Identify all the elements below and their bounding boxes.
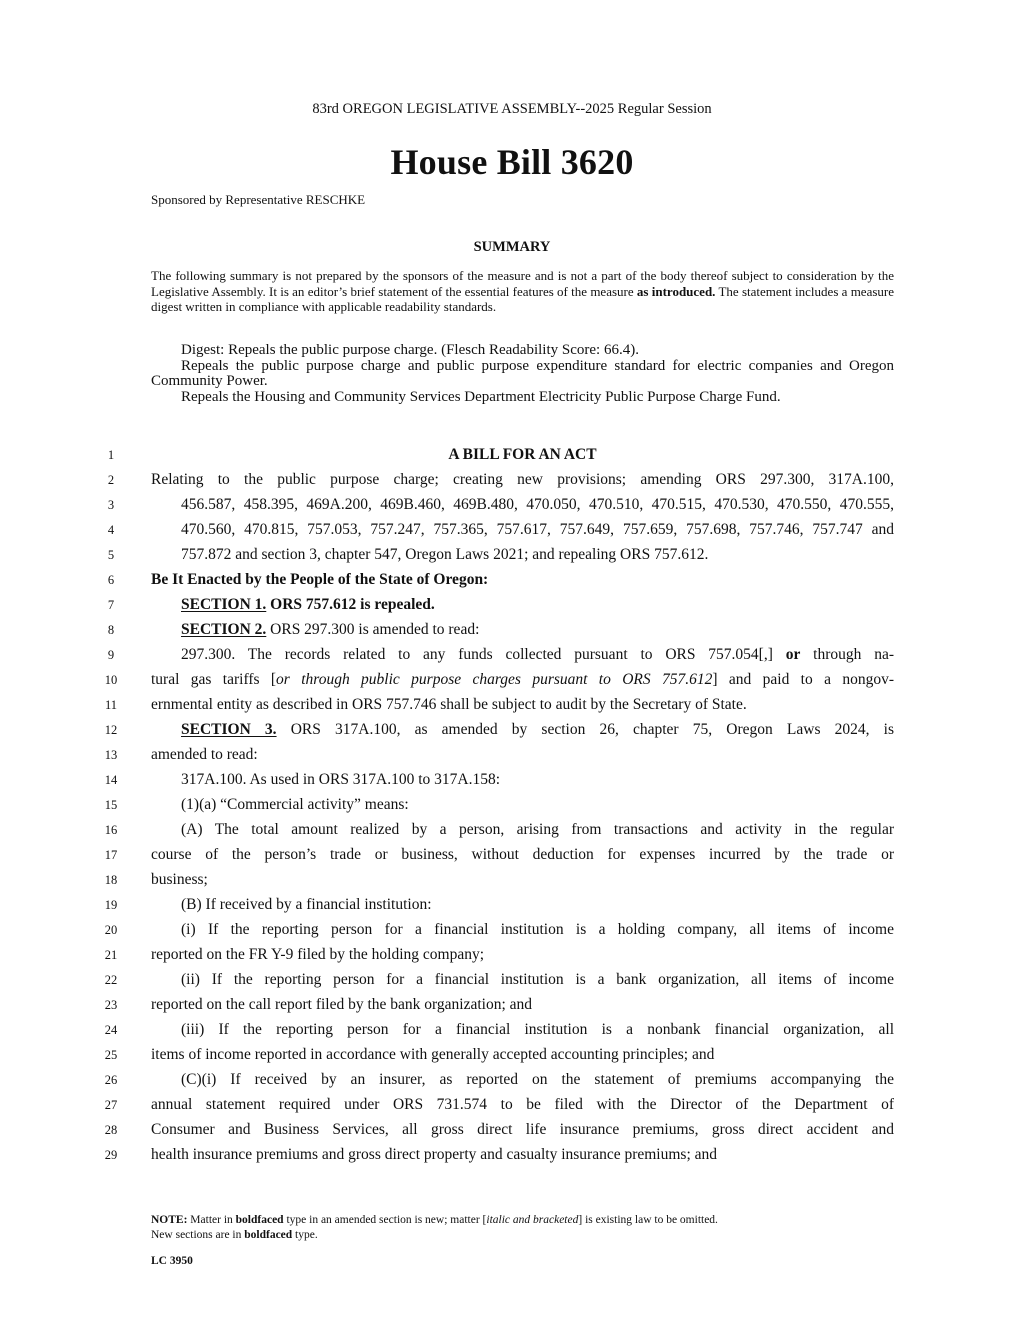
line-number: 20 — [104, 923, 118, 937]
summary-intro-text-1: The following summary is not prepared by the sponsors of the measure and is not a part of the body thereof subject to consideration by the Legislative Assembly. It is an editor’s brief statement of the essential features of the measure — [151, 268, 894, 299]
line-text: (iii) If the reporting person for a financial institution is a nonbank financial organization, all — [181, 1021, 894, 1038]
line-number: 23 — [104, 998, 118, 1012]
line-text: amended to read: — [151, 746, 258, 763]
text-run: through na- — [800, 646, 894, 663]
bill-line — [0, 868, 1024, 893]
bill-line — [0, 943, 1024, 968]
summary-intro — [151, 268, 894, 315]
line-number: 17 — [104, 848, 118, 862]
digest-paragraph: Repeals the Housing and Community Services Department Electricity Public Purpose Charge Fund. — [181, 388, 781, 405]
bill-line — [0, 1143, 1024, 1168]
note-text: type in an amended section is new; matter [ — [283, 1214, 487, 1226]
bill-line — [0, 1043, 1024, 1068]
line-number: 8 — [107, 623, 115, 637]
bill-line — [0, 493, 1024, 518]
bill-line — [0, 743, 1024, 768]
bill-line — [0, 843, 1024, 868]
assembly-session-header: 83rd OREGON LEGISLATIVE ASSEMBLY--2025 Regular Session — [312, 101, 712, 117]
bill-line — [0, 993, 1024, 1018]
bill-line — [0, 768, 1024, 793]
bill-line — [0, 468, 1024, 493]
line-text: 757.872 and section 3, chapter 547, Oregon Laws 2021; and repealing ORS 757.612. — [181, 546, 709, 563]
summary-intro-text-2: The statement includes a measure digest written in compliance with applicable readability standards. — [151, 283, 895, 314]
bill-act-heading: A BILL FOR AN ACT — [448, 446, 597, 463]
line-number: 19 — [104, 898, 118, 912]
digest — [151, 343, 894, 405]
note-italic: italic and bracketed — [486, 1214, 579, 1226]
omitted-matter: or through public purpose charges pursuant to ORS 757.612 — [276, 671, 713, 688]
line-number: 28 — [104, 1123, 118, 1137]
line-text: (B) If received by a financial institution: — [181, 896, 432, 913]
bill-line — [0, 618, 1024, 643]
line-number: 7 — [107, 598, 115, 612]
text-run: ] and paid to a nongov- — [712, 671, 894, 688]
line-number: 27 — [104, 1098, 118, 1112]
line-text: (1)(a) “Commercial activity” means: — [181, 796, 409, 813]
footer-note — [151, 1213, 894, 1243]
line-text: business; — [151, 871, 208, 888]
new-matter: or — [785, 646, 801, 663]
line-text — [151, 720, 894, 740]
line-number: 13 — [104, 748, 118, 762]
bill-line — [0, 518, 1024, 543]
text-run: tural gas tariffs [ — [151, 671, 277, 688]
bill-line — [0, 718, 1024, 743]
line-number: 11 — [104, 698, 118, 712]
line-text: items of income reported in accordance with generally accepted accounting principles; and — [151, 1046, 715, 1063]
line-text: Relating to the public purpose charge; creating new provisions; amending ORS 297.300, 317A.100, — [151, 471, 894, 488]
line-number: 22 — [104, 973, 118, 987]
line-text: reported on the call report filed by the bank organization; and — [151, 996, 533, 1013]
line-text: annual statement required under ORS 731.574 to be filed with the Director of the Department of — [151, 1096, 894, 1113]
line-number: 21 — [104, 948, 118, 962]
note-label: NOTE: — [151, 1214, 188, 1226]
section-text: ORS 317A.100, as amended by section 26, chapter 75, Oregon Laws 2024, is — [276, 721, 894, 738]
line-text: (ii) If the reporting person for a financial institution is a bank organization, all items of income — [181, 971, 894, 988]
line-number: 24 — [104, 1023, 118, 1037]
line-number: 15 — [104, 798, 118, 812]
line-number: 16 — [104, 823, 118, 837]
bill-line — [0, 668, 1024, 693]
note-bold: boldfaced — [244, 1229, 293, 1241]
line-text: (C)(i) If received by an insurer, as reported on the statement of premiums accompanying the — [181, 1071, 894, 1088]
line-number: 10 — [104, 673, 118, 687]
bill-title: House Bill 3620 — [390, 142, 634, 182]
line-number: 14 — [104, 773, 118, 787]
bill-line — [0, 568, 1024, 593]
line-number: 29 — [104, 1148, 118, 1162]
line-number: 9 — [107, 648, 115, 662]
section-heading: SECTION 3. — [181, 721, 277, 738]
line-text: (A) The total amount realized by a person, arising from transactions and activity in the regular — [181, 821, 894, 838]
section-text: ORS 757.612 is repealed. — [266, 596, 435, 613]
bill-line — [0, 893, 1024, 918]
line-text: 470.560, 470.815, 757.053, 757.247, 757.365, 757.617, 757.649, 757.659, 757.698, 757.746, 757.747 and — [181, 521, 894, 538]
bill-line — [0, 1118, 1024, 1143]
line-text: 456.587, 458.395, 469A.200, 469B.460, 469B.480, 470.050, 470.510, 470.515, 470.530, 470.550, 470.555, — [181, 496, 894, 513]
text-run: 297.300. The records related to any funds collected pursuant to ORS 757.054[,] — [181, 646, 786, 663]
bill-line — [0, 593, 1024, 618]
sponsor-line: Sponsored by Representative RESCHKE — [151, 192, 366, 207]
line-number: 2 — [107, 473, 115, 487]
bill-line — [0, 1068, 1024, 1093]
section-text: ORS 297.300 is amended to read: — [266, 621, 480, 638]
summary-intro-bold: as introduced. — [636, 283, 716, 299]
bill-line — [0, 918, 1024, 943]
line-text: Consumer and Business Services, all gross direct life insurance premiums, gross direct accident and — [151, 1121, 894, 1138]
note-bold: boldfaced — [235, 1214, 284, 1226]
summary-heading: SUMMARY — [473, 239, 551, 255]
bill-line — [0, 543, 1024, 568]
line-number: 26 — [104, 1073, 118, 1087]
bill-line — [0, 818, 1024, 843]
line-text — [151, 620, 894, 640]
line-text — [151, 595, 894, 615]
bill-line — [0, 443, 1024, 468]
line-number: 5 — [107, 548, 115, 562]
line-number: 6 — [107, 573, 115, 587]
line-text — [151, 670, 894, 690]
line-text: health insurance premiums and gross direct property and casualty insurance premiums; and — [151, 1146, 718, 1163]
bill-line — [0, 1018, 1024, 1043]
line-text: ernmental entity as described in ORS 757.746 shall be subject to audit by the Secretary of State. — [151, 696, 747, 713]
line-number: 25 — [104, 1048, 118, 1062]
line-number: 4 — [107, 523, 115, 537]
line-text — [151, 645, 894, 665]
note-text: ] is existing law to be omitted. — [578, 1214, 718, 1226]
line-number: 1 — [107, 448, 115, 462]
note-text: type. — [292, 1229, 318, 1241]
note-text: New sections are in — [151, 1229, 245, 1241]
bill-line — [0, 793, 1024, 818]
section-heading: SECTION 1. — [181, 596, 267, 613]
line-text: 317A.100. As used in ORS 317A.100 to 317A.158: — [181, 771, 501, 788]
line-text: reported on the FR Y-9 filed by the holding company; — [151, 946, 485, 963]
line-text: (i) If the reporting person for a financial institution is a holding company, all items of income — [181, 921, 894, 938]
line-number: 18 — [104, 873, 118, 887]
digest-paragraph: Digest: Repeals the public purpose charge. (Flesch Readability Score: 66.4). — [181, 342, 639, 358]
line-text: course of the person’s trade or business, without deduction for expenses incurred by the trade or — [151, 846, 894, 863]
section-heading: SECTION 2. — [181, 621, 267, 638]
enacting-clause: Be It Enacted by the People of the State of Oregon: — [151, 571, 489, 588]
line-number: 12 — [104, 723, 118, 737]
bill-line — [0, 1093, 1024, 1118]
bill-line — [0, 968, 1024, 993]
note-text: Matter in — [187, 1214, 236, 1226]
digest-paragraph: Repeals the public purpose charge and public purpose expenditure standard for electric companies and Oregon Community Power. — [151, 357, 894, 389]
bill-line — [0, 643, 1024, 668]
line-number: 3 — [107, 498, 115, 512]
lc-number: LC 3950 — [151, 1255, 193, 1267]
bill-line — [0, 693, 1024, 718]
